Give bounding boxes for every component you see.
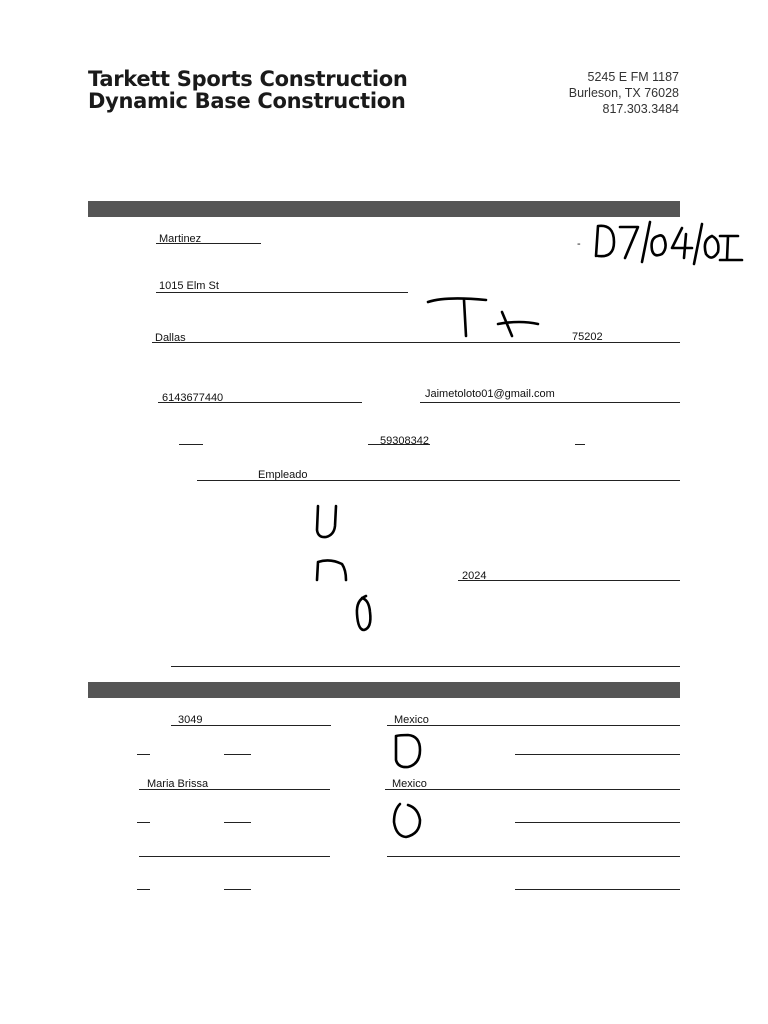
- phone-field[interactable]: 6143677440: [162, 392, 224, 404]
- last-name-underline: [156, 243, 261, 244]
- handwritten-date: [592, 218, 752, 270]
- reference-3-country-line[interactable]: [387, 856, 680, 857]
- reference-1-blank-b[interactable]: [224, 754, 251, 755]
- company-street: 5245 E FM 1187: [587, 70, 679, 84]
- reference-2-blank-a[interactable]: [137, 822, 150, 823]
- blank-field-1[interactable]: [179, 444, 203, 445]
- last-name-field[interactable]: Martinez: [159, 233, 202, 245]
- email-field[interactable]: Jaimetoloto01@gmail.com: [425, 388, 555, 400]
- reference-2-country[interactable]: Mexico: [392, 778, 427, 790]
- handwritten-mark-ref2: [390, 800, 426, 840]
- phone-underline: [158, 402, 362, 403]
- handwritten-state: [424, 294, 544, 340]
- id-number-field[interactable]: 59308342: [380, 435, 429, 447]
- reference-1-blank-a[interactable]: [137, 754, 150, 755]
- year-underline: [458, 580, 680, 581]
- company-division: Dynamic Base Construction: [88, 89, 406, 113]
- date-dash: -: [577, 238, 581, 250]
- street-underline: [156, 292, 408, 293]
- company-city: Burleson, TX 76028: [568, 86, 679, 100]
- handwritten-mark-zero: [352, 592, 376, 634]
- reference-2-country-underline: [385, 789, 680, 790]
- handwritten-mark-u: [312, 502, 342, 542]
- reference-2-underline: [139, 789, 330, 790]
- handwritten-mark-n: [312, 556, 352, 582]
- company-phone: 817.303.3484: [602, 102, 679, 116]
- city-field[interactable]: Dallas: [155, 332, 186, 344]
- company-name: Tarkett Sports Construction: [88, 67, 408, 91]
- reference-1-value[interactable]: 3049: [178, 714, 203, 726]
- reference-1-blank-c[interactable]: [515, 754, 680, 755]
- reference-2-blank-c[interactable]: [515, 822, 680, 823]
- year-field[interactable]: 2024: [462, 570, 487, 582]
- position-field[interactable]: Empleado: [258, 469, 308, 481]
- blank-line-long[interactable]: [171, 666, 680, 667]
- id-number-underline: [368, 444, 430, 445]
- position-underline: [197, 480, 680, 481]
- email-underline: [420, 402, 680, 403]
- reference-1-underline: [171, 725, 331, 726]
- reference-3-blank-b[interactable]: [224, 889, 251, 890]
- reference-3-name-line[interactable]: [139, 856, 330, 857]
- reference-2-name[interactable]: Maria Brissa: [147, 778, 209, 790]
- handwritten-mark-ref1: [390, 730, 426, 770]
- reference-3-blank-a[interactable]: [137, 889, 150, 890]
- reference-1-country-underline: [387, 725, 680, 726]
- reference-1-country[interactable]: Mexico: [394, 714, 429, 726]
- zip-field[interactable]: 75202: [572, 331, 603, 343]
- reference-3-blank-c[interactable]: [515, 889, 680, 890]
- blank-field-2[interactable]: [575, 444, 585, 445]
- reference-2-blank-b[interactable]: [224, 822, 251, 823]
- street-field[interactable]: 1015 Elm St: [159, 280, 219, 292]
- section-header-band: [88, 201, 680, 217]
- section-header-band-2: [88, 682, 680, 698]
